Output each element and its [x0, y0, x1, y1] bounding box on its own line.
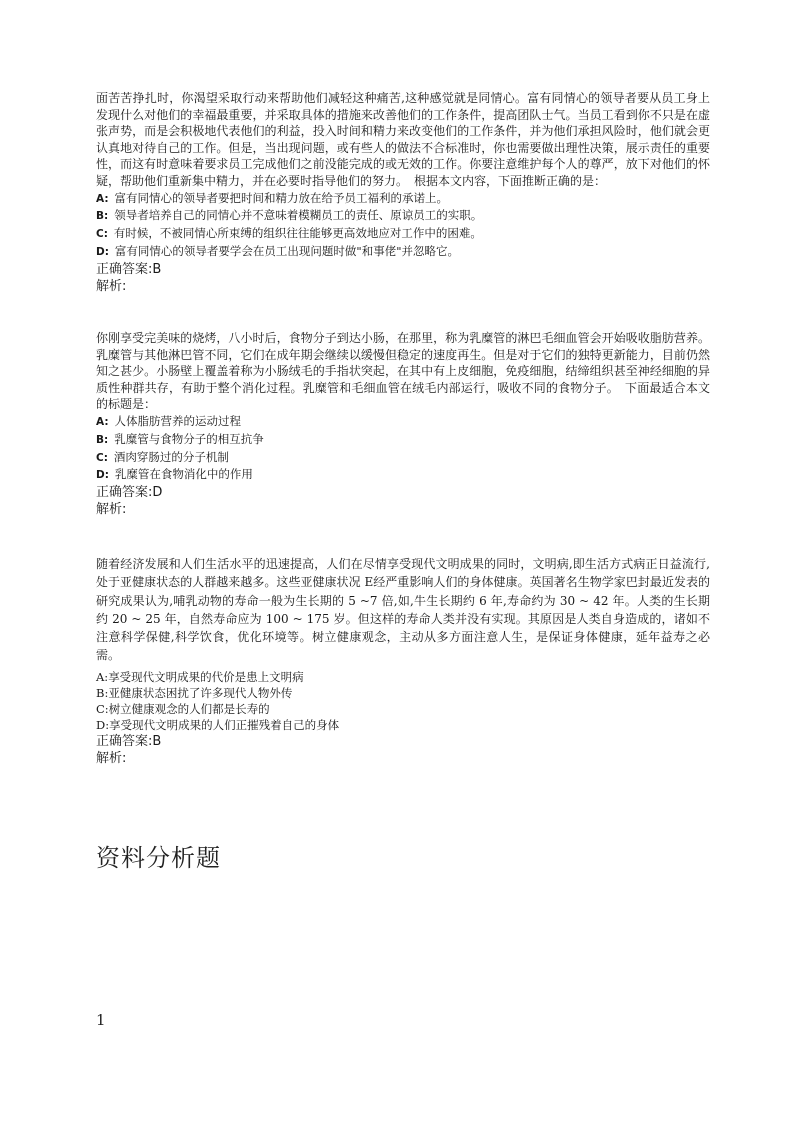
option-text: 有时候，不被同情心所束缚的组织往往能够更高效地应对工作中的困难。	[113, 226, 482, 241]
option-text: 享受现代文明成果的代价是患上文明病	[108, 669, 304, 684]
option-a	[96, 669, 710, 685]
analysis-label: 解析:	[96, 502, 127, 518]
page-number: 1	[96, 1011, 106, 1029]
option-b	[96, 207, 710, 225]
option-key: D:	[96, 469, 109, 482]
correct-answer: 正确答案:D	[96, 485, 163, 501]
option-text: 人体脂肪营养的运动过程	[114, 413, 242, 428]
question-block-3	[96, 555, 710, 767]
option-key: A:	[96, 415, 109, 428]
option-c	[96, 225, 710, 243]
question-block-2	[96, 330, 710, 518]
correct-answer: 正确答案:B	[96, 733, 162, 749]
option-d	[96, 243, 710, 261]
option-key: A:	[96, 192, 109, 205]
option-key: B:	[96, 210, 109, 223]
option-text: 乳糜管与食物分子的相互抗争	[114, 431, 264, 446]
option-key: D:	[96, 245, 109, 258]
option-text: 富有同情心的领导者要学会在员工出现问题时做"和事佬"并忽略它。	[114, 243, 459, 258]
option-key: B:	[96, 433, 109, 446]
option-text: 乳糜管在食物消化中的作用	[114, 467, 253, 482]
section-title: 资料分析题	[96, 844, 221, 872]
option-key: D:	[96, 717, 110, 732]
option-b	[96, 431, 710, 449]
options-list	[96, 669, 710, 733]
option-a	[96, 190, 710, 208]
option-text: 富有同情心的领导者要把时间和精力放在给予员工福利的承诺上。	[114, 190, 449, 205]
option-b	[96, 685, 710, 701]
option-text: 领导者培养自己的同情心并不意味着模糊员工的责任、原谅员工的实职。	[114, 208, 483, 223]
analysis-label: 解析:	[96, 278, 127, 294]
option-key: B:	[96, 685, 109, 700]
correct-answer: 正确答案:B	[96, 261, 162, 277]
option-text: 享受现代文明成果的人们正摧残着自己的身体	[109, 717, 340, 732]
option-a	[96, 413, 710, 431]
question-passage: 随着经济发展和人们生活水平的迅速提高，人们在尽情享受现代文明成果的同时，文明病,即生活方式病正日益流行,处于亚健康状态的人群越来越多。这些亚健康状况 E经严重影响人们的身体健康。英国著名生物学家巴封最近发表的研究成果认为,哺乳动物的寿命一般为生长期的 5 ~7 倍,如,牛生长期约 6 年,寿命约为 30 ~ 42 年。人类的生长期约 20 ~ 25 年，自然寿命应为 100 ~ 175 岁。但这样的寿命人类并没有实现。其原因是人类自身造成的，诸如不注意科学保健,科学饮食，优化环境等。树立健康观念，主动从多方面注意人生，是保证身体健康，延年益寿之必需。	[96, 557, 710, 663]
options-list	[96, 190, 710, 261]
question-passage: 面苦苦挣扎时，你渴望采取行动来帮助他们减轻这种痛苦,这种感觉就是同情心。富有同情心的领导者要从员工身上发现什么对他们的幸福最重要，并采取具体的措施来改善他们的工作条件，提高团队士气。当员工看到你不只是在虚张声势，而是会积极地代表他们的利益，投入时间和精力来改变他们的工作条件，并为他们承担风险时，他们就会更认真地对待自己的工作。但是，当出现问题，或有些人的做法不合标准时，你也需要做出理性决策，展示责任的重要性，而这有时意味着要求员工完成他们之前没能完成的或无效的工作。你要注意维护每个人的尊严，放下对他们的怀疑，帮助他们重新集中精力，并在必要时指导他们的努力。 根据本文内容，下面推断正确的是：	[96, 91, 710, 188]
option-key: C:	[96, 451, 108, 464]
option-text: 酒肉穿肠过的分子机制	[113, 449, 229, 464]
option-d	[96, 717, 710, 733]
option-key: A:	[96, 669, 109, 684]
option-key: C:	[96, 701, 109, 716]
option-c	[96, 449, 710, 467]
option-key: C:	[96, 228, 108, 241]
question-block-1	[96, 90, 710, 295]
analysis-label: 解析:	[96, 750, 127, 766]
question-passage: 你刚享受完美味的烧烤，八小时后，食物分子到达小肠，在那里，称为乳糜管的淋巴毛细血管会开始吸收脂肪营养。乳糜管与其他淋巴管不同，它们在成年期会继续以缓慢但稳定的速度再生。但是对于它们的独特更新能力，目前仍然知之甚少。小肠壁上覆盖着称为小肠绒毛的手指状突起，在其中有上皮细胞，免疫细胞，结缔组织甚至神经细胞的异质性种群共存，有助于整个消化过程。乳糜管和毛细血管在绒毛内部运行，吸收不同的食物分子。 下面最适合本文的标题是：	[96, 331, 710, 412]
option-text: 树立健康观念的人们都是长寿的	[108, 701, 270, 716]
option-c	[96, 701, 710, 717]
options-list	[96, 413, 710, 484]
option-text: 亚健康状态困扰了许多现代人物外传	[108, 685, 293, 700]
option-d	[96, 466, 710, 484]
